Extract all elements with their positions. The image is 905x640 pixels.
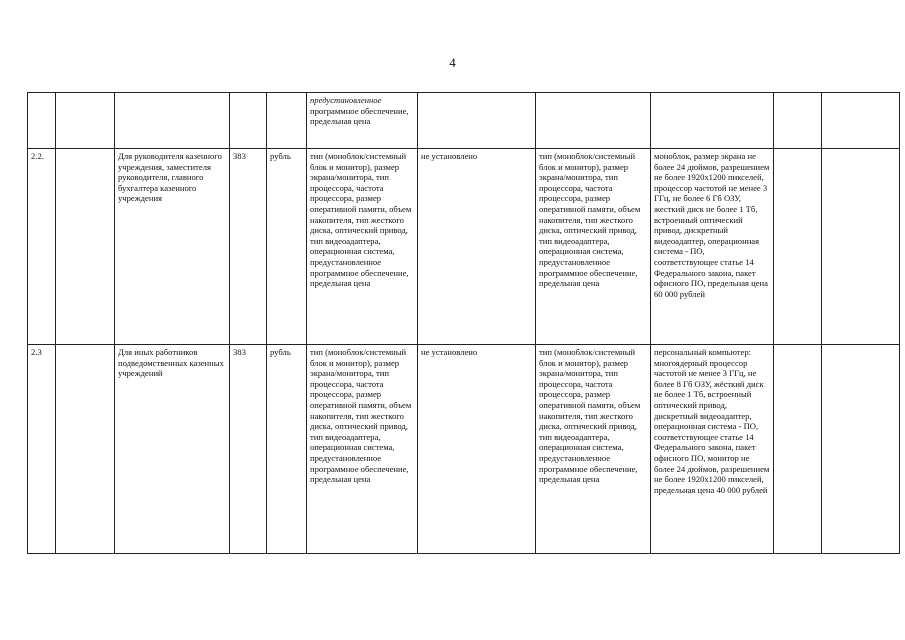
unit-cell bbox=[267, 93, 307, 149]
empty-cell bbox=[822, 345, 900, 554]
empty-cell bbox=[822, 149, 900, 345]
empty-cell bbox=[774, 345, 822, 554]
empty-cell bbox=[774, 93, 822, 149]
row-number-cell bbox=[28, 93, 56, 149]
value-cell: не установлено bbox=[418, 149, 536, 345]
requirements-table bbox=[27, 92, 900, 554]
value-cell bbox=[418, 93, 536, 149]
unit-cell: рубль bbox=[267, 149, 307, 345]
characteristic-text: программное обеспечение, предельная цена bbox=[310, 105, 409, 127]
value-cell: не установлено bbox=[418, 345, 536, 554]
row-number-cell: 2.3 bbox=[28, 345, 56, 554]
okei-code-cell bbox=[230, 93, 267, 149]
characteristic-cell: тип (моноблок/системный блок и монитор), размер экрана/монитора, тип процессора, частота процессора, размер оперативной памяти, объем накопителя, тип жесткого диска, оптический привод, тип видеоадаптера, операционная система, предустановленное программное обеспечение, предельная цена bbox=[307, 345, 418, 554]
characteristic-cell-2: тип (моноблок/системный блок и монитор), размер экрана/монитора, тип процессора, частота процессора, размер оперативной памяти, объем накопителя, тип жесткого диска, оптический привод, тип видеоадаптера, операционная система, предустановленное программное обеспечение, предельная цена bbox=[536, 149, 651, 345]
empty-cell bbox=[822, 93, 900, 149]
category-cell: Для руководителя казенного учреждения, заместителя руководителя, главного бухгалтера казенного учреждения bbox=[115, 149, 230, 345]
characteristic-cell: тип (моноблок/системный блок и монитор), размер экрана/монитора, тип процессора, частота процессора, размер оперативной памяти, объем накопителя, тип жесткого диска, оптический привод, тип видеоадаптера, операционная система, предустановленное программное обеспечение, предельная цена bbox=[307, 149, 418, 345]
page-number: 4 bbox=[449, 55, 456, 70]
okei-code-cell: 383 bbox=[230, 149, 267, 345]
value-cell-2: моноблок, размер экрана не более 24 дюймов, разрешением не более 1920x1200 пикселей, процессор частотой не менее 3 ГГц, не более 6 Гб ОЗУ, жесткий диск не более 1 Тб, встроенный оптический привод, дискретный видеоадаптер, операционная система - ПО, соответствующее статье 14 Федерального закона, пакет офисного ПО, предельная цена 60 000 рублей bbox=[651, 149, 774, 345]
value-cell-2 bbox=[651, 93, 774, 149]
okei-code-cell: 383 bbox=[230, 345, 267, 554]
empty-cell bbox=[774, 149, 822, 345]
table-row bbox=[28, 93, 900, 149]
characteristic-cell bbox=[307, 93, 418, 149]
table-row bbox=[28, 149, 900, 345]
empty-cell bbox=[56, 93, 115, 149]
table-row bbox=[28, 345, 900, 554]
value-cell-2: персональный компьютер: многоядерный процессор частотой не менее 3 ГГц, не более 8 Гб ОЗУ, жёсткий диск не более 1 Тб, встроенный оптический привод, дискретный видеоадаптер, операционная система - ПО, соответствующее статье 14 Федерального закона, пакет офисного ПО, монитор не более 24 дюймов, разрешением не более 1920x1200 пикселей, предельная цена 40 000 рублей bbox=[651, 345, 774, 554]
empty-cell bbox=[56, 149, 115, 345]
characteristic-italic-text: предустановленное bbox=[310, 95, 382, 105]
category-cell bbox=[115, 93, 230, 149]
empty-cell bbox=[56, 345, 115, 554]
category-cell: Для иных работников подведомственных казенных учреждений bbox=[115, 345, 230, 554]
unit-cell: рубль bbox=[267, 345, 307, 554]
characteristic-cell-2 bbox=[536, 93, 651, 149]
characteristic-cell-2: тип (моноблок/системный блок и монитор), размер экрана/монитора, тип процессора, частота процессора, размер оперативной памяти, объем накопителя, тип жесткого диска, оптический привод, тип видеоадаптера, операционная система, предустановленное программное обеспечение, предельная цена bbox=[536, 345, 651, 554]
row-number-cell: 2.2. bbox=[28, 149, 56, 345]
